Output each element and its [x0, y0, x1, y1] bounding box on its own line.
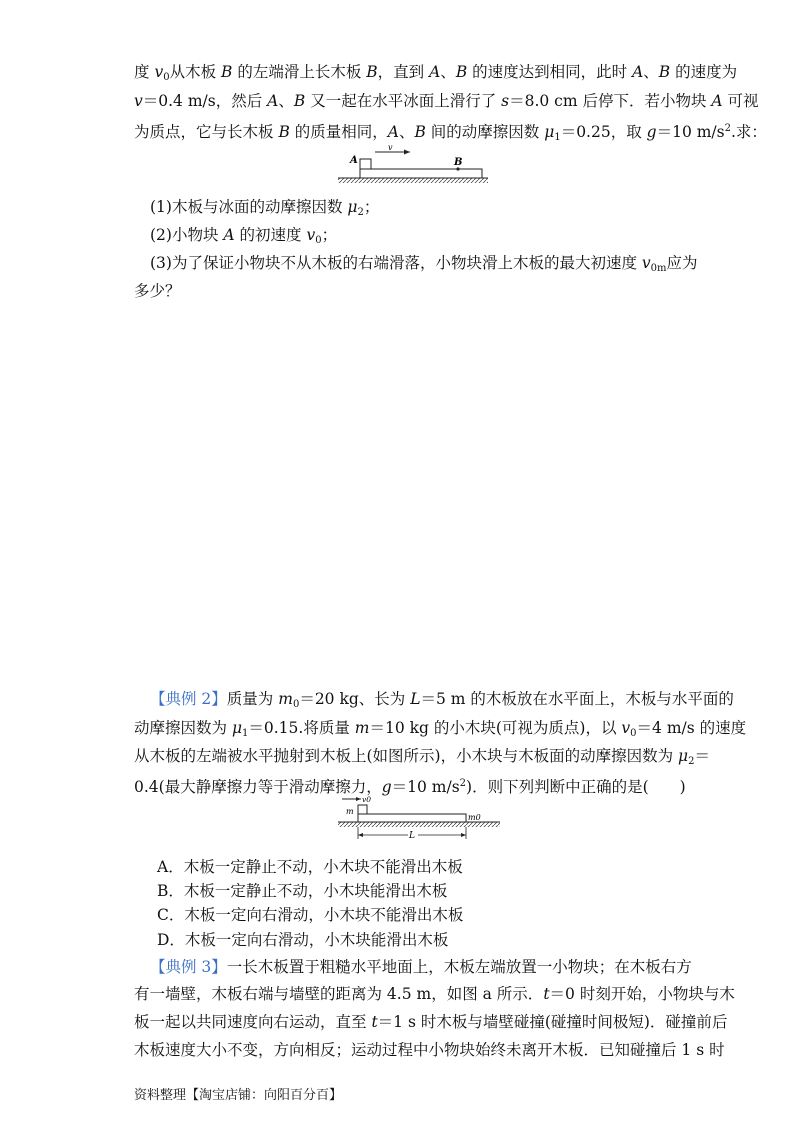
ground-hatch	[338, 178, 488, 183]
board-b	[360, 169, 482, 178]
question-3-line2: 多少？	[134, 282, 181, 300]
figure-block-on-board	[330, 144, 490, 186]
ground-hatch	[338, 822, 500, 827]
label-v0: v0	[362, 795, 372, 804]
label-m: m	[346, 807, 354, 816]
option-a: A．木板一定静止不动，小木块不能滑出木板	[157, 858, 463, 876]
example2-line4: 0.4(最大静摩擦力等于滑动摩擦力，g＝10 $m/s^2$)．则下列判断中正确的是( )	[134, 778, 686, 796]
example3-line4: 木板速度大小不变，方向相反；运动过程中小物块始终未离开木板．已知碰撞后 1 s 时	[134, 1041, 725, 1059]
example3-line3: 板一起以共同速度向右运动，直至 t＝1 s 时木板与墙壁碰撞(碰撞时间极短)．碰撞前后	[134, 1013, 728, 1031]
arrow-head-icon	[356, 797, 361, 801]
block-a	[360, 159, 371, 169]
problem1-line1: 度 $v_0$从木板 B 的左端滑上长木板 B，直到 A、B 的速度达到相同，此时 A、B 的速度为	[134, 63, 738, 83]
dimension-arrow-right-icon	[461, 833, 466, 837]
option-d: D．木板一定向右滑动，小木块能滑出木板	[157, 931, 449, 949]
example2-line3: 从木板的左端被水平抛射到木板上(如图所示)，小木块与木板面的动摩擦因数为 $\mu_2=$	[134, 747, 710, 767]
question-1: (1)木板与冰面的动摩擦因数 $\mu_2$；	[150, 198, 380, 218]
example3-tag: 【典例 3】	[150, 958, 227, 976]
option-b: B．木板一定静止不动，小木块能滑出木板	[157, 882, 448, 900]
example3-line2: 有一墙壁，木板右端与墙壁的距离为 4.5 m，如图 a 所示．t＝0 时刻开始，小物块与木	[134, 985, 735, 1003]
label-l: L	[409, 831, 415, 841]
problem1-line3: 为质点，它与长木板 B 的质量相同，A、B 间的动摩擦因数 $\mu_1=0.25$，取 g＝10 $m/s^2$.求：	[134, 123, 767, 143]
problem1-line2: v＝0.4 m/s，然后 A、B 又一起在水平冰面上滑行了 s＝8.0 cm 后停下．若小物块 A 可视	[134, 92, 759, 110]
example2-line1: 【典例 2】质量为 $m_0=20$ kg、长为 L＝5 m 的木板放在水平面上，木板与水平面的	[150, 690, 734, 710]
block-m	[358, 805, 367, 814]
board-m0	[358, 814, 466, 822]
example3-line1: 【典例 3】一长木板置于粗糙水平地面上，木板左端放置一小物块；在木板右方	[150, 958, 692, 976]
figure-block-on-plank	[334, 793, 504, 845]
dimension-arrow-left-icon	[358, 833, 363, 837]
example2-line2: 动摩擦因数为 $\mu_1=0.15$.将质量 m＝10 kg 的小木块(可视为质点)，以 $v_0=4$ m/s 的速度	[134, 719, 747, 739]
label-b: B	[454, 157, 463, 168]
option-c: C．木板一定向右滑动，小木块不能滑出木板	[157, 906, 464, 924]
arrow-head-icon	[404, 150, 410, 155]
label-v: v	[388, 144, 393, 152]
question-3-line1: (3)为了保证小物块不从木板的右端滑落，小物块滑上木板的最大初速度 $v_{0m}$应为	[150, 254, 698, 274]
label-a: A	[350, 155, 358, 166]
label-m0: m0	[468, 813, 481, 822]
question-2: (2)小物块 A 的初速度 $v_0$；	[150, 226, 338, 246]
example2-tag: 【典例 2】	[150, 690, 227, 708]
footer-source: 资料整理【淘宝店铺：向阳百分百】	[134, 1088, 343, 1103]
